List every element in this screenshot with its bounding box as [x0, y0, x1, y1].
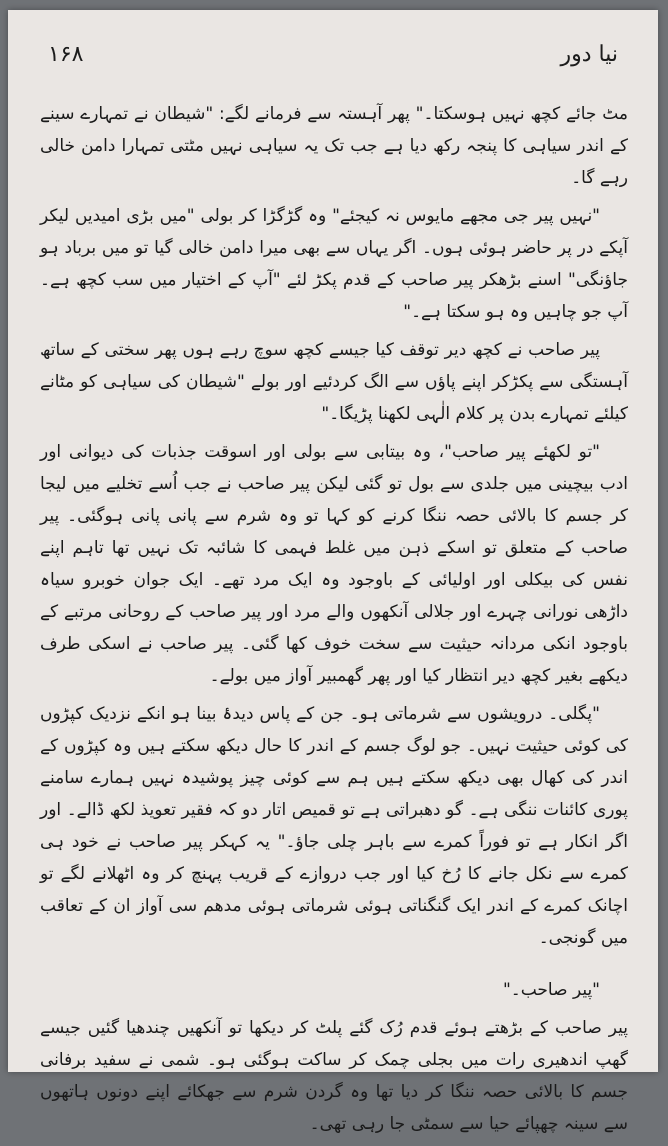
- book-page: [8, 10, 658, 1134]
- paragraph: "نہیں پیر جی مجھے مایوس نہ کیجئے" وہ گڑگڑا کر بولی "میں بڑی امیدیں لیکر آپکے در پر حاضر ہوئی ہوں۔ اگر یہاں سے بھی میرا دامن خالی گیا تو میں برباد ہو جاؤنگی" اسنے بڑھکر پیر صاحب کے قدم پکڑ لئے "آپ کے اختیار میں سب کچھ ہے۔ آپ جو چاہیں وہ ہو سکتا ہے۔": [40, 206, 628, 322]
- paragraph: پیر صاحب نے کچھ دیر توقف کیا جیسے کچھ سوچ رہے ہوں پھر سختی کے ساتھ آہستگی سے پکڑکر اپنے پاؤں سے الگ کردئیے اور بولے "شیطان کی سیاہی کو مٹانے کیلئے تمہارے بدن پر کلام الٰہی لکھنا پڑیگا۔": [40, 340, 628, 424]
- page-number: ۱۶۸: [48, 41, 84, 67]
- paragraph: "پگلی۔ درویشوں سے شرماتی ہو۔ جن کے پاس دیدۂ بینا ہو انکے نزدیک کپڑوں کی کوئی حیثیت نہیں۔ جو لوگ جسم کے اندر کا حال دیکھ سکتے ہیں وہ کپڑوں کے اندر کی کھال بھی دیکھ سکتے ہیں ہم سے کوئی چیز پوشیدہ نہیں ہمارے سامنے پوری کائنات ننگی ہے۔ گو دھبراتی ہے تو قمیص اتار دو کہ فقیر تعویذ لکھ ڈالے۔ اور اگر انکار ہے تو فوراً کمرے سے باہر چلی جاؤ۔" یہ کہکر پیر صاحب نے خود ہی کمرے سے نکل جانے کا رُخ کیا اور جب دروازے کے قریب پہنچ کر وہ اٹھلانے لگے تو اچانک کمرے کے اندر ایک گنگناتی ہوئی شرماتی ہوئی مدھم سی آواز ان کے تعاقب میں گونجی۔: [40, 704, 628, 948]
- page-header: [48, 34, 618, 74]
- paragraph: "تو لکھئے پیر صاحب"، وہ بیتابی سے بولی اور اسوقت جذبات کی دیوانی اور ادب بیچینی میں جلدی سے بول تو گئی لیکن پیر صاحب نے جب اُسے تخلیے میں لیجا کر جسم کا بالائی حصہ ننگا کرنے کو کہا تو وہ شرم سے پانی پانی ہوگئی۔ پیر صاحب کے متعلق تو اسکے ذہن میں غلط فہمی کا شائبہ تک نہیں تھا تاہم اپنے نفس کی بیکلی اور اولیائی کے باوجود وہ ایک مرد تھے۔ ایک جوان خوبرو سیاہ داڑھی نورانی چہرے اور جلالی آنکھوں والے مرد اور پیر صاحب کے روحانی مرتبے کے باوجود انکی مردانہ حیثیت سے سخت خوف کھا گئی۔ پیر صاحب نے اسکی طرف دیکھے بغیر کچھ دیر انتظار کیا اور پھر گھمبیر آواز میں بولے۔: [40, 442, 628, 686]
- body-text: [40, 98, 628, 1146]
- running-title: نیا دور: [560, 41, 618, 67]
- paragraph: "پیر صاحب۔": [502, 980, 600, 1000]
- paragraph: پیر صاحب کے بڑھتے ہوئے قدم رُک گئے پلٹ کر دیکھا تو آنکھیں چندھیا گئیں جیسے گھپ اندھیری رات میں بجلی چمک کر ساکت ہوگئی ہو۔ شمی نے سفید برفانی جسم کا بالائی حصہ ننگا کر دیا تھا وہ گردن شرم سے جھکائے اپنے دونوں ہاتھوں سے سینہ چھپائے حیا سے سمٹی جا رہی تھی۔: [40, 1018, 628, 1134]
- paragraph: مٹ جائے کچھ نہیں ہوسکتا۔" پھر آہستہ سے فرمانے لگے: "شیطان نے تمہارے سینے کے اندر سیاہی کا پنجہ رکھ دیا ہے جب تک یہ سیاہی نہیں مٹتی تمہارا دامن خالی رہے گا۔: [40, 104, 628, 188]
